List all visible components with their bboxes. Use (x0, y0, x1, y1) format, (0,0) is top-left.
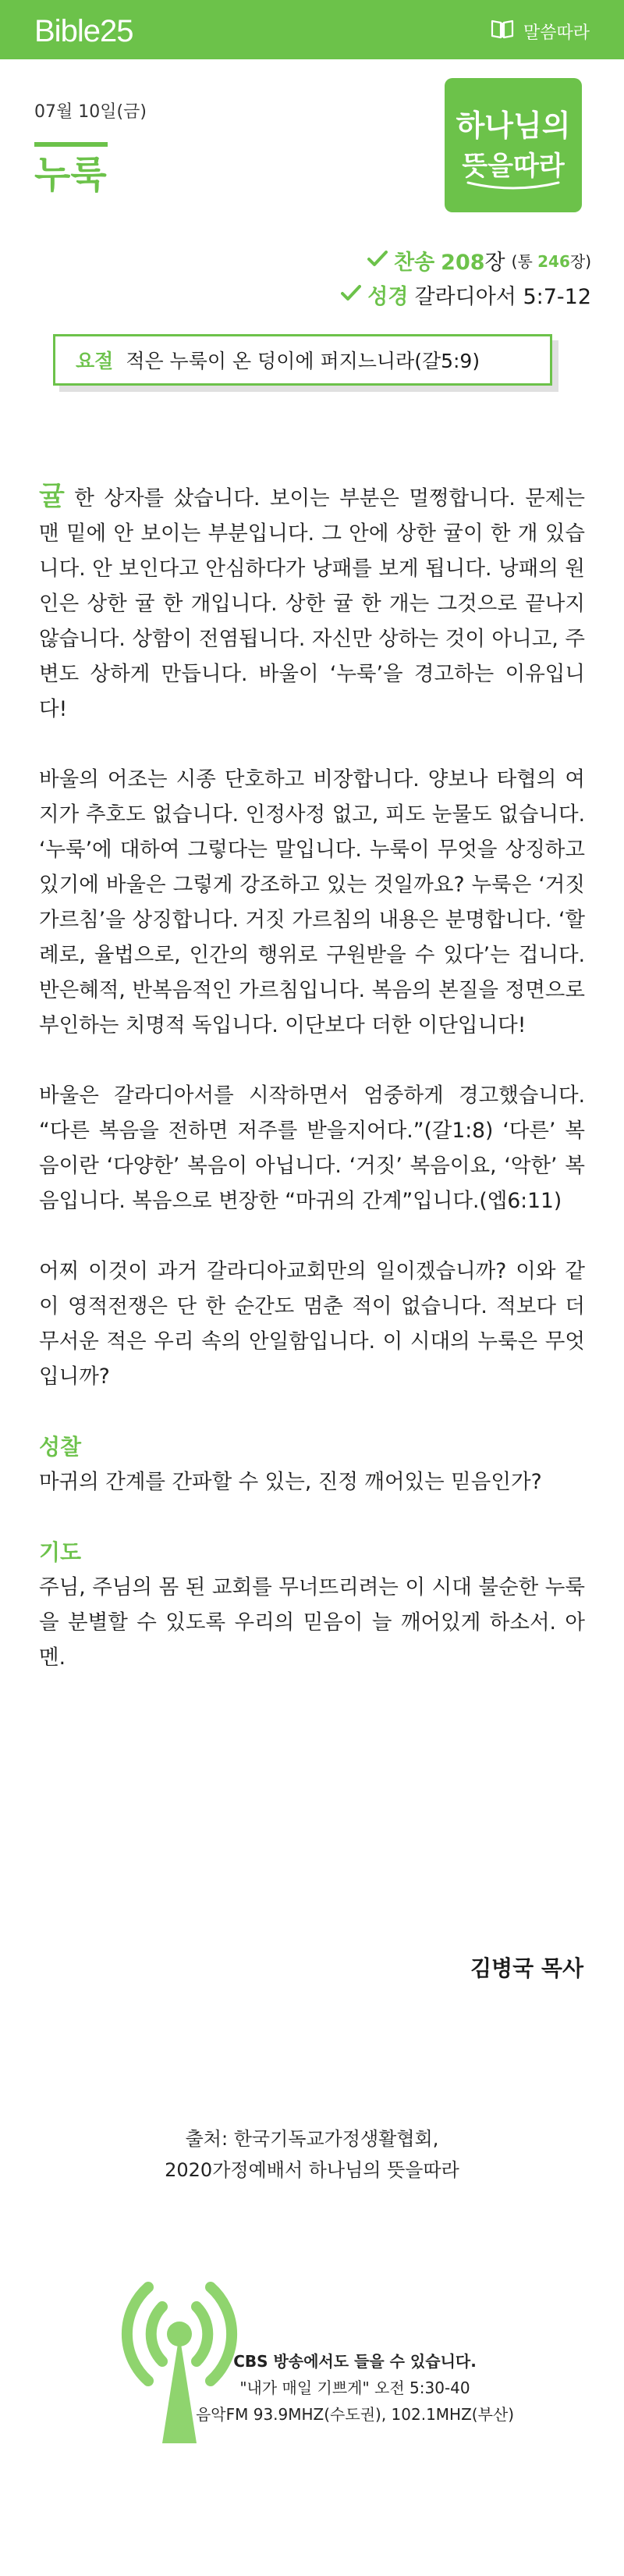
broadcast-text (191, 2348, 519, 2428)
broadcast-line1: CBS 방송에서도 들을 수 있습니다. (233, 2352, 477, 2371)
source-credit (0, 2123, 624, 2186)
body-paragraph-text: 한 상자를 샀습니다. 보이는 부분은 멀쩡합니다. 문제는 맨 밑에 안 보이는 부분입니다. 그 안에 상한 귤이 한 개 있습니다. 안 보인다고 안심하다가 낭패를 보게 됩니다. 낭패의 원인은 상한 귤 한 개입니다. 상한 귤 한 개는 그것으로 끝나지 않습니다. 상함이 전염됩니다. 자신만 상하는 것이 아니고, 주변도 상하게 만듭니다. 바울이 ‘누룩’을 경고하는 이유입니다! (39, 486, 585, 721)
page-title: 누룩 (34, 153, 107, 197)
key-verse-label: 요절 (76, 350, 114, 372)
broadcast-info (101, 2264, 538, 2498)
devotional-logo (445, 78, 582, 212)
title-underline (34, 142, 108, 147)
scripture-label: 성경 (367, 285, 409, 309)
prayer-text: 주님, 주님의 몸 된 교회를 무너뜨리려는 이 시대 불순한 누룩을 분별할 수 있도록 우리의 믿음이 늘 깨어있게 하소서. 아멘. (39, 1575, 585, 1670)
date-label: 07월 10일(금) (34, 102, 147, 122)
check-icon (367, 248, 388, 272)
brand-logo[interactable]: Bible25 (34, 14, 133, 48)
hymn-total-suffix: 장) (569, 252, 591, 271)
broadcast-line2: "내가 매일 기쁘게" 오전 5:30-40 (239, 2379, 470, 2397)
broadcast-line3: 음악FM 93.9MHZ(수도권), 102.1MHZ(부산) (195, 2405, 515, 2424)
hymn-label: 찬송 (394, 251, 435, 275)
reflection-heading: 성찰 (39, 1434, 82, 1460)
author-name: 김병국 목사 (470, 1955, 583, 1981)
scripture-info (341, 279, 591, 310)
hymn-number: 208 (441, 251, 485, 275)
devotional-body (39, 479, 585, 1710)
source-line1: 출처: 한국기독교가정생활협회, (185, 2128, 439, 2150)
body-paragraph: 바울은 갈라디아서를 시작하면서 엄중하게 경고했습니다. “다른 복음을 전하면 저주를 받을지어다.”(갈1:8) ‘다른’ 복음이란 ‘다양한’ 복음이 아닙니다. ‘거짓’ 복음이요, ‘악한’ 복음입니다. 복음으로 변장한 “마귀의 간계”입니다.(엡6:11) (39, 1083, 585, 1213)
drop-cap: 귤 (39, 481, 65, 512)
reflection-text: 마귀의 간계를 간파할 수 있는, 진정 깨어있는 믿음인가? (39, 1470, 542, 1494)
source-line2: 2020가정예배서 하나님의 뜻을따라 (165, 2159, 459, 2181)
body-paragraph: 바울의 어조는 시종 단호하고 비장합니다. 양보나 타협의 여지가 추호도 없습니다. 인정사정 없고, 피도 눈물도 없습니다. ‘누룩’에 대하여 그렇다는 말입니다. 누룩이 무엇을 상징하고 있기에 바울은 그렇게 강조하고 있는 것일까요? 누룩은 ‘거짓 가르침’을 상징합니다. 거짓 가르침의 내용은 분명합니다. ‘할례로, 율법으로, 인간의 행위로 구원받을 수 있다’는 겁니다. 반은혜적, 반복음적인 가르침입니다. 복음의 본질을 정면으로 부인하는 치명적 독입니다. 이단보다 더한 이단입니다! (39, 767, 585, 1037)
body-paragraph: 어찌 이것이 과거 갈라디아교회만의 일이겠습니까? 이와 같이 영적전쟁은 단 한 순간도 멈춘 적이 없습니다. 적보다 더 무서운 적은 우리 속의 안일함입니다. 이 시대의 누룩은 무엇입니까? (39, 1259, 585, 1389)
prayer-heading: 기도 (39, 1539, 82, 1565)
hymn-info (367, 245, 591, 276)
hymn-suffix: 장 (484, 251, 505, 275)
hymn-total-number: 246 (537, 252, 570, 271)
top-bar (0, 0, 624, 59)
scripture-ref: 갈라디아서 5:7-12 (414, 285, 591, 309)
hymn-total-prefix: (통 (511, 252, 533, 271)
body-paragraph (39, 479, 585, 727)
logo-text-line1: 하나님의 (456, 109, 571, 143)
open-book-icon (491, 19, 514, 44)
mode-label: 말씀따라 (523, 23, 590, 43)
key-verse-box (53, 334, 552, 386)
key-verse-text: 적은 누룩이 온 덩이에 퍼지느니라(갈5:9) (126, 350, 480, 372)
mode-link[interactable] (491, 19, 590, 44)
check-icon (341, 283, 361, 307)
logo-text-line2: 뜻을따라 (462, 151, 565, 182)
